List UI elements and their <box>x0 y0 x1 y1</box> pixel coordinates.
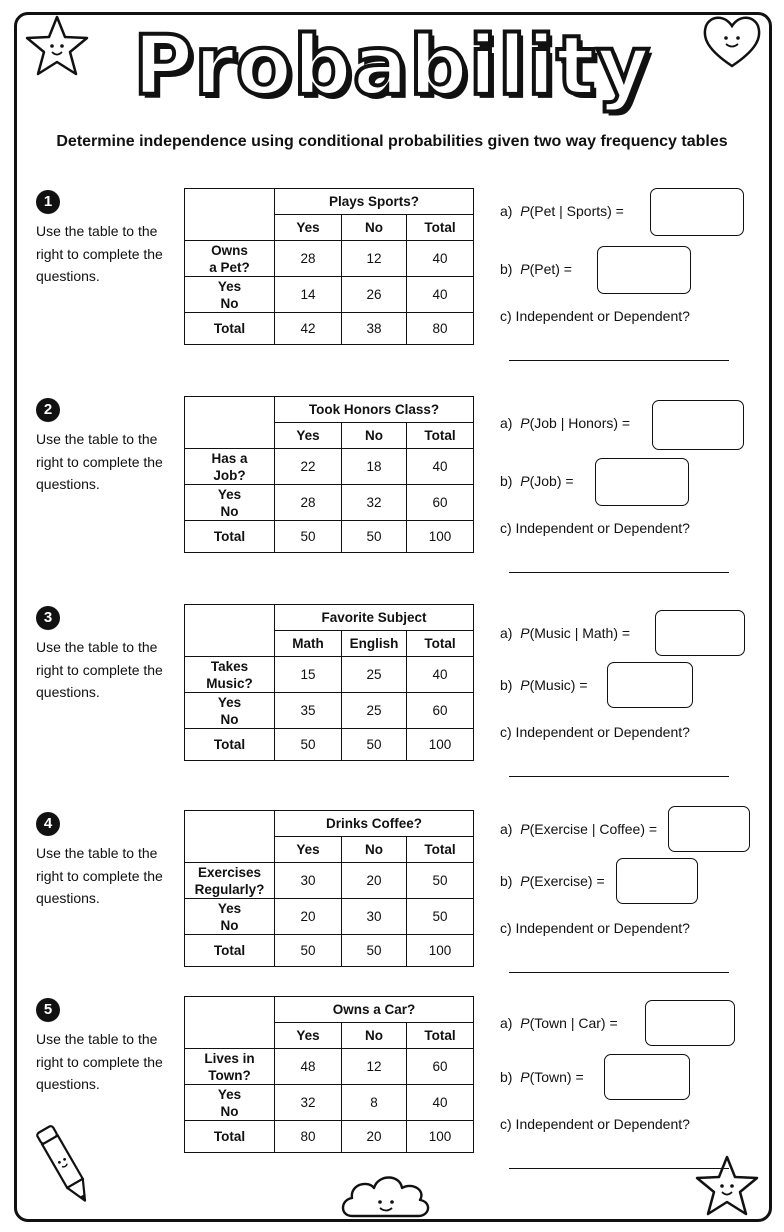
question-a <box>500 1015 618 1031</box>
row-header-line: Regularly? <box>194 881 265 897</box>
row-header-line: No <box>220 711 239 727</box>
question-text: P(Exercise) = <box>520 873 605 889</box>
table-column-header: Owns a Car? <box>275 997 474 1023</box>
row-header-line: Music? <box>206 675 253 691</box>
table-cell: 50 <box>407 899 474 935</box>
question-a <box>500 821 657 837</box>
row-header-line: No <box>220 503 239 519</box>
row-header-line: a Pet? <box>209 259 250 275</box>
table-col-label: Total <box>407 837 474 863</box>
question-a <box>500 625 630 641</box>
problem-section-4 <box>0 812 784 1022</box>
table-cell: 28 <box>275 241 342 277</box>
question-text: P(Town | Car) = <box>520 1015 618 1031</box>
table-cell: 40 <box>407 241 474 277</box>
question-label: b) <box>500 473 513 489</box>
row-header-line: Job? <box>213 467 246 483</box>
table-cell: 35 <box>275 693 342 729</box>
question-label: b) <box>500 261 513 277</box>
table-total-label: Total <box>185 935 275 967</box>
table-row-header <box>185 657 275 693</box>
table-cell: 48 <box>275 1049 342 1085</box>
table-row-header <box>185 1049 275 1085</box>
table-col-label: Yes <box>275 215 342 241</box>
question-c: c) Independent or Dependent? <box>500 308 690 324</box>
table-cell: 22 <box>275 449 342 485</box>
row-header-line: Exercises <box>197 864 262 880</box>
question-label: a) <box>500 203 513 219</box>
table-cell: 32 <box>342 485 407 521</box>
table-cell: 20 <box>342 863 407 899</box>
question-text: P(Pet) = <box>520 261 572 277</box>
table-cell: 100 <box>407 729 474 761</box>
question-label: b) <box>500 1069 513 1085</box>
row-header-line: Owns <box>211 242 248 258</box>
question-c: c) Independent or Dependent? <box>500 920 690 936</box>
table-cell: 50 <box>342 935 407 967</box>
row-header-line: Yes <box>217 900 242 916</box>
table-corner-cell <box>185 189 275 241</box>
table-cell: 50 <box>275 935 342 967</box>
table-cell: 50 <box>342 729 407 761</box>
row-header-line: Town? <box>208 1067 251 1083</box>
question-text: P(Music) = <box>520 677 588 693</box>
table-cell: 15 <box>275 657 342 693</box>
answer-box-a[interactable] <box>650 188 744 236</box>
table-col-label: No <box>342 215 407 241</box>
table-col-label: Yes <box>275 1023 342 1049</box>
table-corner-cell <box>185 397 275 449</box>
problem-instruction: Use the table to the right to complete the questions. <box>36 1031 163 1092</box>
table-cell: 40 <box>407 449 474 485</box>
table-total-label: Total <box>185 729 275 761</box>
problem-number-badge: 1 <box>36 190 60 214</box>
table-row-header <box>185 277 275 313</box>
table-cell: 60 <box>407 1049 474 1085</box>
question-b <box>500 473 574 489</box>
row-header-line: Yes <box>217 486 242 502</box>
answer-line-c[interactable] <box>509 776 729 777</box>
problem-instruction: Use the table to the right to complete the questions. <box>36 845 163 906</box>
question-text: P(Music | Math) = <box>520 625 631 641</box>
question-label: b) <box>500 873 513 889</box>
table-cell: 18 <box>342 449 407 485</box>
table-cell: 25 <box>342 693 407 729</box>
problem-instruction: Use the table to the right to complete the questions. <box>36 431 163 492</box>
problem-number-badge: 2 <box>36 398 60 422</box>
table-row-header <box>185 899 275 935</box>
answer-box-a[interactable] <box>645 1000 735 1046</box>
answer-box-b[interactable] <box>607 662 693 708</box>
question-text: P(Job | Honors) = <box>520 415 631 431</box>
answer-box-b[interactable] <box>604 1054 690 1100</box>
row-header-line: Has a <box>211 450 248 466</box>
table-cell: 20 <box>342 1121 407 1153</box>
question-text: P(Pet | Sports) = <box>520 203 624 219</box>
problem-number-badge: 3 <box>36 606 60 630</box>
frequency-table <box>184 188 474 345</box>
table-row-header <box>185 241 275 277</box>
problem-instruction: Use the table to the right to complete the questions. <box>36 223 163 284</box>
table-corner-cell <box>185 997 275 1049</box>
question-text: P(Town) = <box>520 1069 584 1085</box>
question-text: P(Exercise | Coffee) = <box>520 821 658 837</box>
table-cell: 14 <box>275 277 342 313</box>
table-total-label: Total <box>185 313 275 345</box>
table-cell: 12 <box>342 241 407 277</box>
answer-box-a[interactable] <box>652 400 744 450</box>
table-cell: 8 <box>342 1085 407 1121</box>
question-a <box>500 203 624 219</box>
table-row-header <box>185 693 275 729</box>
table-cell: 100 <box>407 935 474 967</box>
frequency-table <box>184 810 474 967</box>
table-col-label: No <box>342 837 407 863</box>
table-cell: 32 <box>275 1085 342 1121</box>
row-header-line: Yes <box>217 1086 242 1102</box>
table-cell: 50 <box>407 863 474 899</box>
table-column-header: Took Honors Class? <box>275 397 474 423</box>
table-cell: 28 <box>275 485 342 521</box>
table-row-header <box>185 1085 275 1121</box>
table-col-label: Total <box>407 423 474 449</box>
question-c: c) Independent or Dependent? <box>500 1116 690 1132</box>
table-cell: 100 <box>407 1121 474 1153</box>
answer-box-b[interactable] <box>597 246 691 294</box>
question-label: a) <box>500 821 513 837</box>
question-b <box>500 261 572 277</box>
table-col-label: Yes <box>275 837 342 863</box>
row-header-line: No <box>220 917 239 933</box>
question-b <box>500 677 588 693</box>
answer-line-c[interactable] <box>509 572 729 573</box>
frequency-table <box>184 604 474 761</box>
table-column-header: Plays Sports? <box>275 189 474 215</box>
table-row-header <box>185 449 275 485</box>
table-col-label: Total <box>407 631 474 657</box>
table-corner-cell <box>185 811 275 863</box>
problem-number-badge: 4 <box>36 812 60 836</box>
problem-instruction: Use the table to the right to complete the questions. <box>36 639 163 700</box>
table-cell: 50 <box>275 729 342 761</box>
table-col-label: No <box>342 1023 407 1049</box>
question-c: c) Independent or Dependent? <box>500 520 690 536</box>
row-header-line: No <box>220 1103 239 1119</box>
table-cell: 40 <box>407 657 474 693</box>
table-cell: 50 <box>275 521 342 553</box>
question-label: b) <box>500 677 513 693</box>
table-col-label: Math <box>275 631 342 657</box>
answer-box-b[interactable] <box>616 858 698 904</box>
table-cell: 100 <box>407 521 474 553</box>
row-header-line: Yes <box>217 694 242 710</box>
table-cell: 30 <box>342 899 407 935</box>
table-cell: 50 <box>342 521 407 553</box>
table-col-label: Total <box>407 1023 474 1049</box>
row-header-line: Takes <box>210 658 249 674</box>
row-header-line: Yes <box>217 278 242 294</box>
table-cell: 42 <box>275 313 342 345</box>
table-cell: 80 <box>275 1121 342 1153</box>
table-cell: 40 <box>407 1085 474 1121</box>
table-col-label: No <box>342 423 407 449</box>
frequency-table <box>184 996 474 1153</box>
table-total-label: Total <box>185 1121 275 1153</box>
answer-box-b[interactable] <box>595 458 689 506</box>
table-cell: 38 <box>342 313 407 345</box>
answer-box-a[interactable] <box>668 806 750 852</box>
table-row-header <box>185 863 275 899</box>
table-cell: 26 <box>342 277 407 313</box>
answer-line-c[interactable] <box>509 972 729 973</box>
table-cell: 60 <box>407 485 474 521</box>
table-corner-cell <box>185 605 275 657</box>
question-b <box>500 1069 584 1085</box>
table-cell: 60 <box>407 693 474 729</box>
table-column-header: Drinks Coffee? <box>275 811 474 837</box>
table-cell: 12 <box>342 1049 407 1085</box>
question-label: a) <box>500 415 513 431</box>
table-col-label: Total <box>407 215 474 241</box>
frequency-table <box>184 396 474 553</box>
table-cell: 25 <box>342 657 407 693</box>
table-column-header: Favorite Subject <box>275 605 474 631</box>
page-title: Probability <box>133 18 651 114</box>
question-a <box>500 415 630 431</box>
question-text: P(Job) = <box>520 473 574 489</box>
question-b <box>500 873 605 889</box>
table-cell: 80 <box>407 313 474 345</box>
row-header-line: No <box>220 295 239 311</box>
question-label: a) <box>500 1015 513 1031</box>
answer-box-a[interactable] <box>655 610 745 656</box>
row-header-line: Lives in <box>204 1050 255 1066</box>
table-cell: 30 <box>275 863 342 899</box>
table-cell: 40 <box>407 277 474 313</box>
problem-number-badge: 5 <box>36 998 60 1022</box>
question-c: c) Independent or Dependent? <box>500 724 690 740</box>
question-label: a) <box>500 625 513 641</box>
page-subtitle: Determine independence using conditional probabilities given two way frequency tables <box>56 133 728 150</box>
table-cell: 20 <box>275 899 342 935</box>
table-col-label: English <box>342 631 407 657</box>
table-total-label: Total <box>185 521 275 553</box>
table-row-header <box>185 485 275 521</box>
table-col-label: Yes <box>275 423 342 449</box>
answer-line-c[interactable] <box>509 360 729 361</box>
answer-line-c[interactable] <box>509 1168 729 1169</box>
